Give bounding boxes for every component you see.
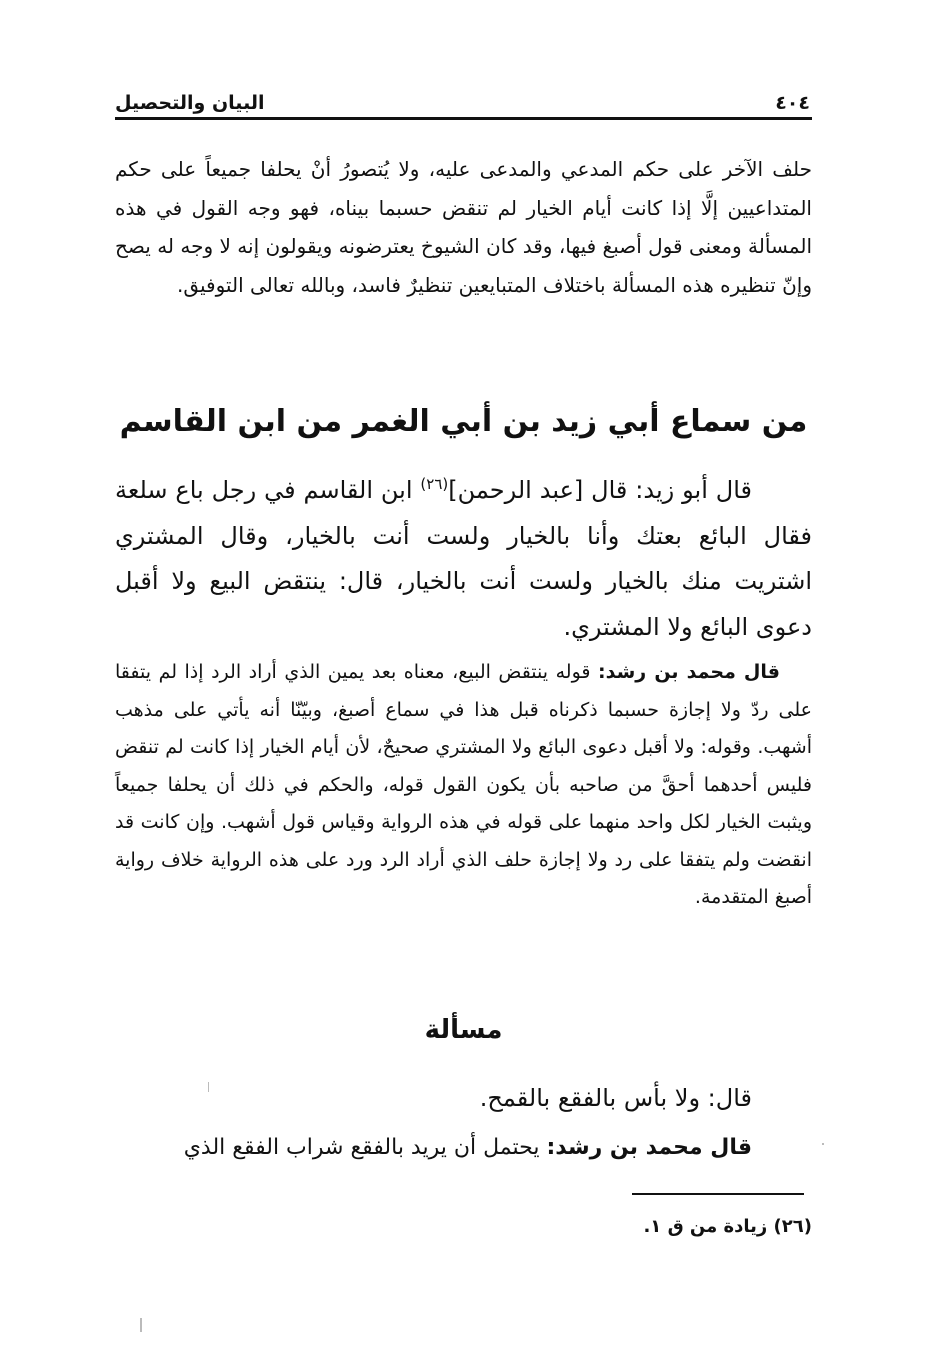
body-paragraph-2 (115, 462, 812, 650)
body-paragraph-1: حلف الآخر على حكم المدعي والمدعى عليه، ولا يُتصورُ أنْ يحلفا جميعاً على حكم المتداعيين إلَّا إذا كانت أيام الخيار لم تنقض حسبما بيناه، فهو وجه القول في هذه المسألة ومعنى قول أصبغ فيها، وقد كان الشيوخ يعترضونه ويقولون إنه لا وجه له يصح وإنّ تنظيره هذه المسألة باختلاف المتبايعين تنظيرٌ فاسد، وبالله تعالى التوفيق. (115, 157, 812, 297)
footnote: (٢٦) زيادة من ق ١. (643, 1216, 812, 1237)
commentary-text-2: يحتمل أن يريد بالفقع شراب الفقع الذي (183, 1135, 547, 1160)
footnote-rule (632, 1193, 804, 1195)
commentary-lead: قال محمد بن رشد: (598, 661, 780, 683)
scan-speck (140, 1318, 142, 1332)
issue-heading: مسألة (424, 1015, 503, 1045)
body-paragraph-5 (115, 1126, 812, 1170)
book-title: البيان والتحصيل (115, 92, 265, 114)
body-paragraph-3 (115, 654, 812, 917)
commentary-text: قوله ينتقض البيع، معناه بعد يمين الذي أراد الرد إذا لم يتفقا على ردّ ولا إجازة حسبما ذكرناه قبل هذا في سماع أصبغ، وبيّنّا أنه يأتي على مذهب أشهب. وقوله: ولا أقبل دعوى البائع ولا المشتري صحيحٌ، لأن أيام الخيار إذا كانت لم تنقض فليس أحدهما أحقَّ من صاحبه بأن يكون القول قوله، والحكم في ذلك أن يحلفا جميعاً ويثبت الخيار لكل واحد منهما على قوله في هذه الرواية وقياس قول أشهب. وإن كانت قد انقضت ولم يتفقا على رد ولا إجازة حلف الذي أراد الرد ورد على هذه الرواية خلاف رواية أصبغ المتقدمة. (115, 661, 812, 908)
running-head (115, 84, 810, 114)
commentary-lead-2: قال محمد بن رشد: (546, 1135, 752, 1160)
section-heading: من سماع أبي زيد بن أبي الغمر من ابن القاسم (119, 404, 808, 439)
scan-speck (208, 1082, 209, 1092)
page-number: ٤٠٤ (775, 92, 810, 114)
paragraph-2-rest: ابن القاسم في رجل باع سلعة فقال البائع بعتك وأنا بالخيار ولست أنت بالخيار، وقال المشتري اشتريت منك بالخيار ولست أنت بالخيار، قال: ينتقض البيع ولا أقبل دعوى البائع ولا المشتري. (115, 476, 812, 641)
body-paragraph-4: قال: ولا بأس بالفقع بالقمح. (479, 1084, 752, 1112)
paragraph-2-opening: قال أبو زيد: قال [عبد الرحمن] (448, 476, 752, 504)
footnote-reference: (٢٦) (420, 475, 449, 493)
header-rule (115, 117, 812, 120)
scan-speck (822, 1143, 824, 1145)
